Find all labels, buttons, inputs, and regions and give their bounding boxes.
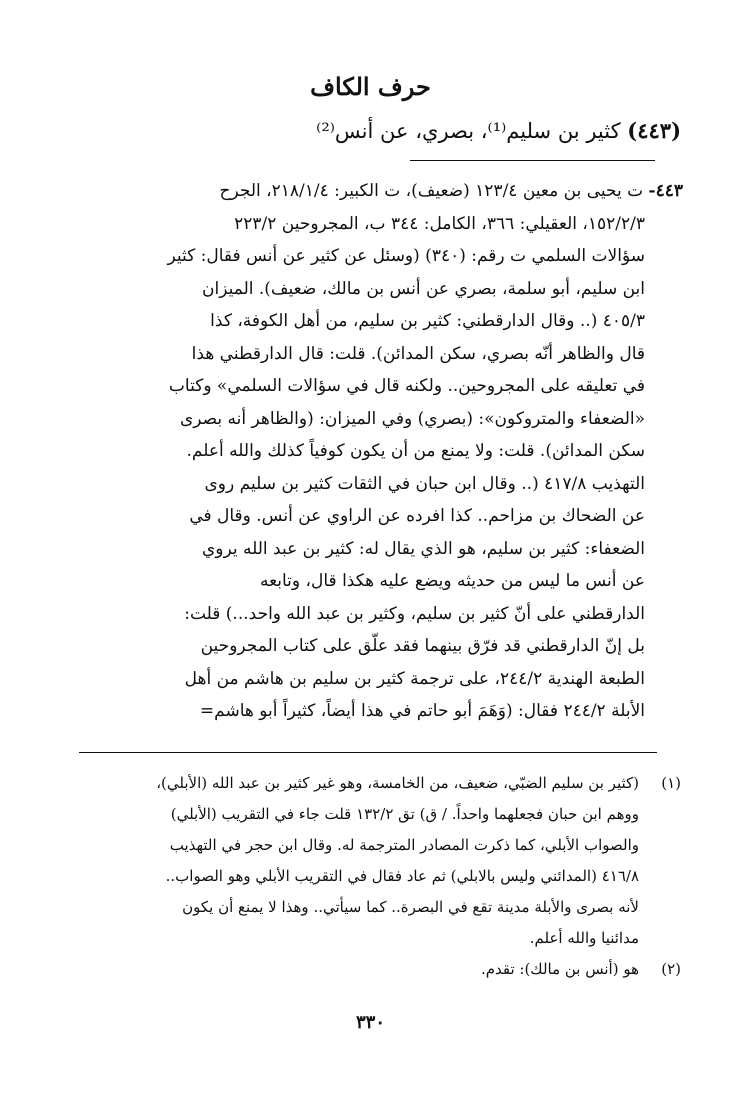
footnote-number: (٢) <box>661 960 681 978</box>
main-text-line: الأبلة ٢٤٤/٢ فقال: (وَهَمَ أبو حاتم في هذا أيضاً، كثيراً أبو هاشم= <box>199 701 645 721</box>
main-text-line-content: ت يحيى بن معين ١٢٣/٤ (ضعيف)، ت الكبير: ٢١٨/١/٤، الجرح <box>219 181 644 201</box>
footnote-divider <box>79 752 657 753</box>
footnote-body <box>57 768 639 954</box>
main-text-line: في تعليقه على المجروحين.. ولكنه قال في سؤالات السلمي» وكتاب <box>168 376 645 396</box>
main-text-line: عن الضحاك بن مزاحم.. كذا افرده عن الراوي عن أنس. وقال في <box>189 506 645 526</box>
footnote-line: ووهم ابن حبان فجعلهما واحداً. / ق) تق ١٣٢/٢ قلت جاء في التقريب (الأبلي) <box>170 805 639 823</box>
footnote-number: (١) <box>661 774 681 792</box>
main-text-line: عن أنس ما ليس من حديثه ويضع عليه هكذا قال، وتابعه <box>259 571 645 591</box>
main-text-line: سكن المدائن). قلت: ولا يمنع من أن يكون كوفياً كذلك والله أعلم. <box>186 441 645 461</box>
page-number: ٣٣٠ <box>355 1012 385 1033</box>
main-text-line: بل إنّ الدارقطني قد فرّق بينهما فقد علّق على كتاب المجروحين <box>200 636 645 656</box>
main-text-line: سؤالات السلمي ت رقم: (٣٤٠) (وسئل عن كثير عن أنس فقال: كثير <box>167 246 645 266</box>
entry-heading-text: كثير بن سليم⁽¹⁾، بصري، عن أنس⁽²⁾ <box>316 119 621 143</box>
main-text-line <box>55 175 683 208</box>
footnotes-block <box>57 768 681 985</box>
footnote-line: لأنه بصرى والأبلة مدينة تقع في البصرة.. كما سيأتي.. وهذا لا يمنع أن يكون <box>182 898 639 916</box>
footnote-line: ٤١٦/٨ (المدائني وليس بالابلي) ثم عاد فقال في التقريب الأبلي وهو الصواب.. <box>165 867 639 885</box>
main-text-line: الضعفاء: كثير بن سليم، هو الذي يقال له: كثير بن عبد الله يروي <box>201 538 645 559</box>
entry-heading <box>41 118 681 143</box>
main-text-line: ابن سليم، أبو سلمة، بصري عن أنس بن مالك، ضعيف). الميزان <box>202 278 645 299</box>
footnote-body <box>57 954 639 985</box>
main-text-line: «الضعفاء والمتروكون»: (بصري) وفي الميزان: (والظاهر أنه بصرى <box>179 408 645 429</box>
main-text-line: ٤٠٥/٣ (.. وقال الدارقطني: كثير بن سليم، من أهل الكوفة، كذا <box>210 311 645 331</box>
footnote-line: هو (أنس بن مالك): تقدم. <box>480 960 639 978</box>
footnote <box>57 954 681 985</box>
footnote-line: (كثير بن سليم الضبّي، ضعيف، من الخامسة، وهو غير كثير بن عبد الله (الأبلي)، <box>156 774 639 792</box>
main-text-line: ١٥٢/٢/٣، العقيلي: ٣٦٦، الكامل: ٣٤٤ ب، المجروحين ٢٢٣/٢ <box>234 213 645 234</box>
heading-divider <box>410 160 655 161</box>
entry-number: ٤٤٣- <box>648 181 683 201</box>
footnote-line: والصواب الأبلي، كما ذكرت المصادر المترجمة له. وقال ابن حجر في التهذيب <box>169 836 639 854</box>
footnote <box>57 768 681 954</box>
chapter-title: حرف الكاف <box>310 72 431 101</box>
main-text-line: الطبعة الهندية ٢٤٤/٢، على ترجمة كثير بن سليم بن هاشم من أهل <box>184 668 645 689</box>
footnote-line: مدائنيا والله أعلم. <box>529 929 639 947</box>
main-text-line: التهذيب ٤١٧/٨ (.. وقال ابن حبان في الثقات كثير بن سليم روى <box>204 473 645 494</box>
main-text-line: قال والظاهر أنّه بصري، سكن المدائن). قلت: قال الدارقطني هذا <box>191 343 645 364</box>
entry-heading-number: (٤٤٣) <box>627 118 681 143</box>
main-text-line: الدارقطني على أنّ كثير بن سليم، وكثير بن عبد الله واحد...) قلت: <box>184 603 645 624</box>
main-text-block <box>55 175 683 728</box>
